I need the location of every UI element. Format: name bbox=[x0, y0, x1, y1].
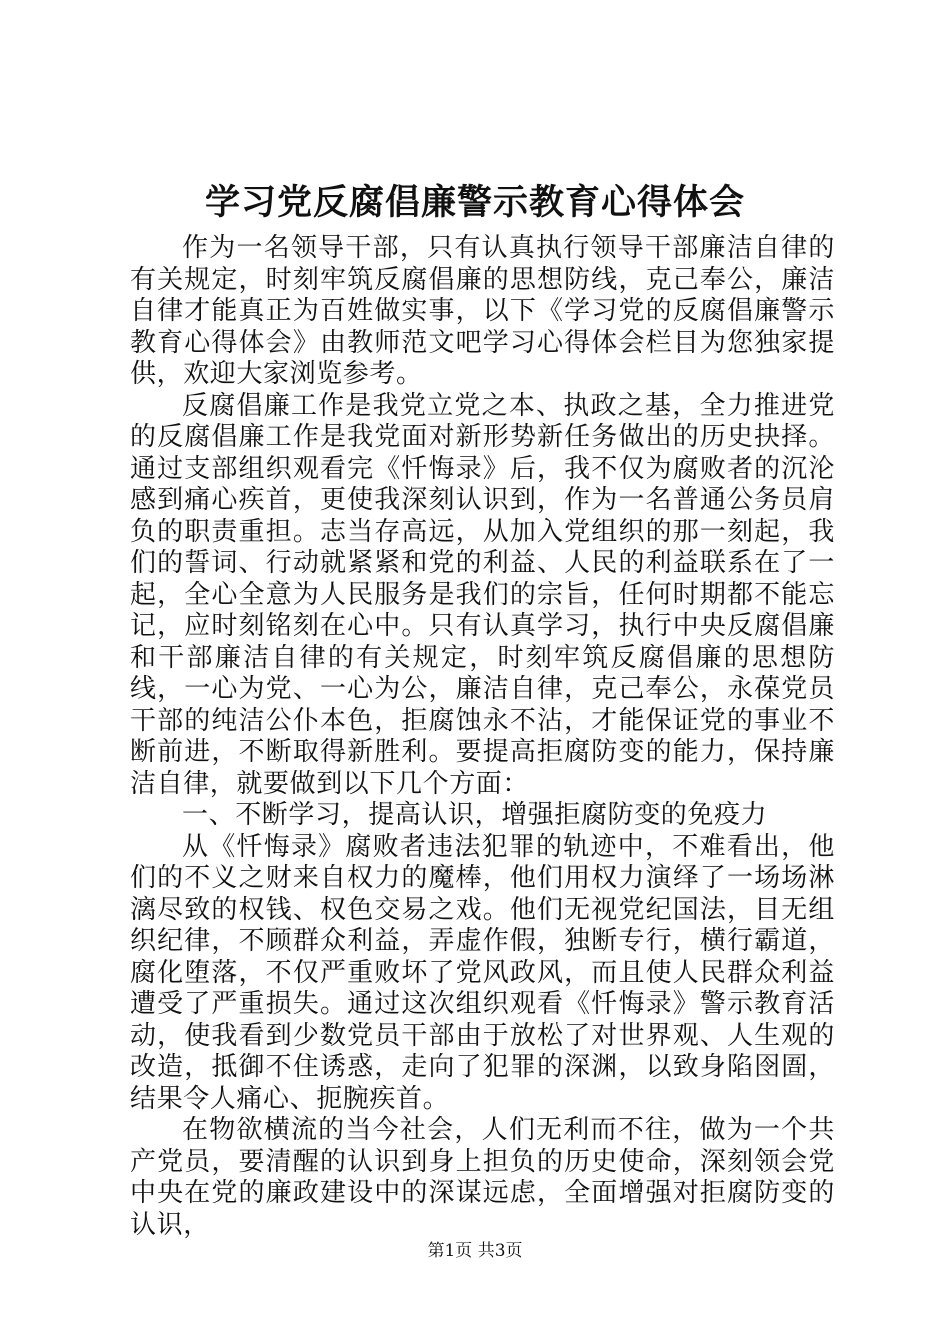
section-heading: 一、不断学习，提高认识，增强拒腐防变的免疫力 bbox=[182, 800, 768, 830]
paragraph-confession: 从《忏悔录》腐败者违法犯罪的轨迹中，不难看出，他们的不义之财来自权力的魔棒，他们用权力演绎了一场场淋漓尽致的权钱、权色交易之戏。他们无视党纪国法，目无组织纪律，不顾群众利益，弄虚作假，独断专行，横行霸道，腐化堕落，不仅严重败坏了党风政风，而且使人民群众利益遭受了严重损失。通过这次组织观看《忏悔录》警示教育活动，使我看到少数党员干部由于放松了对世界观、人生观的改造，抵御不住诱惑，走向了犯罪的深渊，以致身陷囹圄，结果令人痛心、扼腕疾首。 bbox=[130, 831, 835, 1114]
paragraph-society: 在物欲横流的当今社会，人们无利而不往，做为一个共产党员，要清醒的认识到身上担负的历史使命，深刻领会党中央在党的廉政建设中的深谋远虑，全面增强对拒腐防变的认识， bbox=[130, 1115, 835, 1240]
paragraph-main: 反腐倡廉工作是我党立党之本、执政之基，全力推进党的反腐倡廉工作是我党面对新形势新任务做出的历史抉择。通过支部组织观看完《忏悔录》后，我不仅为腐败者的沉沦感到痛心疾首，更使我深刻认识到，作为一名普通公务员肩负的职责重担。志当存高远，从加入党组织的那一刻起，我们的誓词、行动就紧紧和党的利益、人民的利益联系在了一起，全心全意为人民服务是我们的宗旨，任何时期都不能忘记，应时刻铭刻在心中。只有认真学习，执行中央反腐倡廉和干部廉洁自律的有关规定，时刻牢筑反腐倡廉的思想防线，一心为党、一心为公，廉洁自律，克己奉公，永葆党员干部的纯洁公仆本色，拒腐蚀永不沾，才能保证党的事业不断前进，不断取得新胜利。要提高拒腐防变的能力，保持廉洁自律，就要做到以下几个方面： bbox=[130, 390, 835, 799]
paragraph-intro: 作为一名领导干部，只有认真执行领导干部廉洁自律的有关规定，时刻牢筑反腐倡廉的思想防线，克己奉公，廉洁自律才能真正为百姓做实事，以下《学习党的反腐倡廉警示教育心得体会》由教师范文吧学习心得体会栏目为您独家提供，欢迎大家浏览参考。 bbox=[130, 233, 835, 389]
page-number: 第1页 共3页 bbox=[427, 1241, 523, 1261]
document-title: 学习党反腐倡廉警示教育心得体会 bbox=[204, 182, 745, 223]
document-body bbox=[130, 233, 835, 1241]
